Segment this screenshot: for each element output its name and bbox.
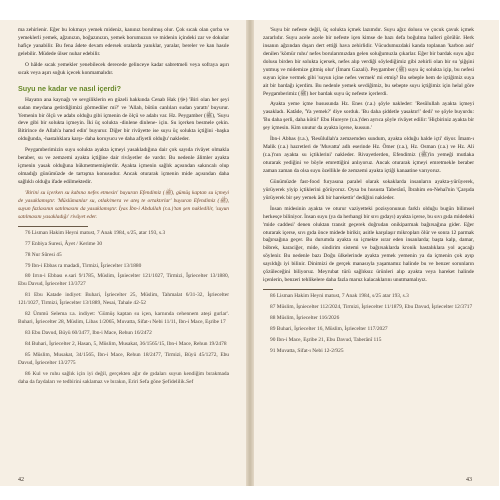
paragraph: Hayatın ana kaynağı ve sevgiliklerin en güzeli hakkında Cenab Hak (ﷻ) 'Biri olan her şeyi sudan meydana getirdiğimizi görmediler mi?' ve 'Allah, bütün canlıları sudan yarattı' buyurur. Yemenin bir ölçü ve adabı olduğu gibi içmenin de ölçü ve adabı var. Hz. Peygamber (ﷺ), 'Suyu deve gibi bir solukta içmeyin. İki üç solukta -dinlene dinlene- için. Su içerken besmele çekin. Bitirince de Allah'a hamd edin' buyurur. Diğer bir rivâyette ise suyu üç solukta içtiğini -başka olduğunda, -hastalıklara karşı- daha koruyucu ve daha afiyetli olduğu' nakleder. (18, 96, 230, 143)
footnote: 85 Müslim, Musakat, 34/1565, Ibn-i Mace, Rehun 18/2477, Tirmizi, Büyü 45/1272, Ebu Davud, İşriecelter 13/2775 (18, 351, 229, 366)
footnote: 89 Buhari, İşriecelter 16, Müslim, İşriecelter 117/2027 (270, 325, 388, 332)
footnote: 91 Muvatta, Sifat-ı Nebi 12-2/925 (270, 347, 344, 354)
paragraph: O hâlde sıcak yemekler yenebilecek derecede gelinceye kadar sabretmeli veya sofraya aşırı sıcak veya aşırı soğuk içecek konmamalıdır. (18, 61, 229, 76)
footnote: 78 Nur Sûresi 45 (25, 251, 62, 258)
footnote: 80 Irrın-i Ebbası e.sari 9/1785, Müslim, İşniecelter 121/1027, Tirmizi, Îşriecelter 13/1880, Ebu Davud, İşriecelter 13/3727 (18, 273, 229, 288)
left-page-text (18, 27, 229, 390)
page-number-right: 43 (466, 477, 472, 483)
footnote: 76 Lisman Hakim Heyni matust, 7 Anak 1984, s/25, atar 193, s.3 (25, 229, 166, 236)
footnote: 87 Müslim, İşniecelter 112/2024, Tirmizi, İşriecelter 11/1879, Ebu Davud, İşriecelter 12/3717 (270, 304, 473, 310)
footnote: 81 Ebu Katade indiyet: Buhari, İşriecelter 25, Müslim, Tahmalat 6/31-32, İşriecelter 121/1027, Tirmizi, Îşriecelter 13/1889, Nesai, Tahale 42-52 (18, 292, 229, 307)
footnote-divider (263, 289, 333, 290)
book-gutter (246, 20, 254, 486)
footnote: 86 Kul ve ruhu sağlık için iyi değil, gerçekten ağır de gıdaları suyun kendiğim bırakmada daha da faydaları ve tedbirini saklamaz ve bırakın, Eriri Sefa göne Şefidelilik.Sef (18, 370, 229, 385)
footnote-divider (18, 226, 88, 227)
paragraph: Günümüzde fast-food furyasına paralel olarak sokaklarda insanların ayakta-yürüyerek, yürüyerek yiyip içtiklerini görüyoruz. Oysa bu hususta Taberânî, İbrahim en-Nehaî'nin 'Çarşıda yürüyerek bir şey yemek âdi bir harekettir' dediğini nakleder. (263, 178, 474, 201)
footnote: 83 Ebu Davud, Büyü 60/3477, Ibn-i Mace, Rehun 16/2472 (25, 330, 152, 337)
paragraph: Peygamberimizin suyu solukta ayakta içmeyi yasakladığına dair çok sayıda rivâyet olmakla beraber, su ve zemzemi ayakta içtiğine dair rivâyetler de vardır. Bu nedenle âlimler ayakta içmenin yasak olduğuna hükmetmemişlerdir. Ayakta içmenin sağlık açısından sakıncalı olup olmadığı günümüzde de tartışma konusudur. Ancak oturarak içmenin mide açısından daha sağlıklı olduğu ifade edilmektedir. (18, 147, 229, 185)
footnote: 79 Ibn-i Ebbas ra madadi, Tirmizi, Îşriecelter 13/1880 (25, 262, 142, 269)
paragraph: ma zehirlenir. Eğer bu lokmayı yemek mideniz, kanınız borulmuş olur. Çok sıcak olan çorba ve yemeklerli yemek, ağzınızın, boğazınızın, yemek borumuzun ve midenin içindeki zar ve dokular hafiçe yanabilir. Bu fena âdete devam edersek oralarda yanıklar, yaralar, bereler ve kan hasıle gelebilir. Müdede ülser nuhar edebilir. (18, 27, 229, 57)
footnote: 82 Ümmü Selema r.a. indiyet: 'Gümüş kaptan su içen, karnında cehennem ateşi gurlar'. Buhari, İşriecelter 28, Müslim, Libas 1/2065, Muvatta, Sifat-ı Nebi 11/11, Ibn-i Mace, Eşribe 17 (18, 311, 229, 326)
page-number-left: 42 (18, 477, 24, 483)
footnote: 77 Enbiya Suresi, Âyet / Kerime 30 (25, 240, 103, 247)
right-page-text (263, 27, 474, 359)
footnote: 84 Buhari, İşriecelter 2, Hasan, 5, Müslim, Musakat, 36/1565/15, Ibn-i Mace, Rehun 19/2478 (25, 341, 227, 347)
footnote: 88 Müslim, İşriecelter 116/2026 (270, 314, 340, 321)
paragraph: İnsan midesinin ayakta ve oturur vaziyetteki pozisyonunun farklı olduğu bugün bilimsel herkesçe biliniyor. İnsan suyu (ya da herhangi bir sıvı gıdayı) ayakta içerse, bu sıvı gıda midedeki 'mide caddesi' denen oluktan transit geçerek doğrudan onikiparmak bağırsağına gider. Eğer oturarak içerse, sıvı gıda önce midede birikir, asitle karşılaşır mikropları ölür ve sonra 12 parmak bağırsağına geçer. Bu durumda ayakta su içmekte ısrar eden insanlarda; başta kalp, damar, böbrek, karaciğer, mide, sindirim sistemi ve bağırsaklarda kronik hastalıklara yol açacağı söylenir. Bu nedenle bazı Doğu ülkelerinde ayakta yemek yemenin ya da içmenin çok ayıp sayıldığı iyi bilinir. Dinimizi de gerçek manasıyla yaşamamız halinde bu ve benzer sorunların çözüleceğini biliyoruz. Meyrubat türü sağlıksız ürünleri alıp ayakta veya hareket halinde içenlerin, benzeri tehlikelere daha fazla maruz kalacaklarını unutmamalıyız. (263, 205, 474, 284)
paragraph: Ayakta yeme içme hususunda Hz. Enes (r.a.) şöyle nakleder: 'Resûlullah ayakta içmeyi yasakladı. Katâde, 'Ya yemek?' diye sorduk. 'Bu daha şiddetle yasaktır!' dedi' ve şöyle buyurdu: 'Bu daha şerli, daha kötü!' Ebu Hureyre (r.a.)'den ayrıca şöyle rivâyet edilir: 'Hiçbiriniz ayakta bir şey içmesin. Kim unutur da ayakta içerse, kussun.' (263, 101, 474, 132)
paragraph: İbn-i Abbas (r.a.), 'Resûlullah'a zemzemden sundum, ayakta olduğu halde içti' diyor. İmam-ı Malik (r.a.) hazretleri de 'Muvatta' adlı eserinde Hz. Ömer (r.a.), Hz. Osman (r.a.) ve Hz. Ali (r.a.)'nın ayakta su içtiklerini' nakleder. Rivayetlerden, Efendimiz (ﷺ)'in yemeği mutlaka oturarak yediğini ve böyle emrettiğini anlıyoruz. Ancak oturarak içmeyi emretmekle beraber zaman zaman da olsa suyu özellikle de zemzemi ayakta içtiği kanaatine varıyoruz. (263, 136, 474, 174)
paragraph: 'Suyu bir nefeste değil, üç solukta içmek lazımdır. Suyu ağız dolusu ve çocuk çavuk içmek zararlıdır. Suyu acele acele bir nefeste içen kimse de bazı defa boğulma halleri görülür. Herk insanın ağzından dışarı dert ettiği hava zehirlidir. Vücudumuzdaki kanda toplanan 'karbon asit' denilen 'kömür ruhu' nefes borularımızdan gelen soluğumuzla çıkarlar. Eğer bir bardak suyu ağız dolusu birden bir solukta içersek, nefes alıp verdiği söylediğimiz gibi zehirli olan bir su 'şiğşini yutmuş ve midemize gitmiş olur' (İmam Gazali). Peygamber (ﷺ) suyu üç solukta içip, bu nefesi suyun içine vermek gibi 'suyun içine nefes vermek' mi etmiş? Bu sebeple hem de içtiğimiz suya ait bir bardağı içerdim. Bu nedenle yemek sevdiğimiz, bu sebepte suyu içtiğimiz için helal göre Peygamberimiz (ﷺ) her bardak suyu üç nefeste içerlerdi. (263, 27, 474, 97)
footnote: 86 Lisman Hakim Heyni matust, 7 Anak 1984, s/25 atar 193, s.3 (270, 293, 409, 300)
footnote: 90 Ibn-i Mace, Eşribe 21, Ebu Davud, Taberânî 115 (270, 336, 382, 343)
section-heading: Suyu ne kadar ve nasıl içerdi? (18, 83, 122, 93)
quote-paragraph: 'Birini su içerken su kabına nefes etmesin' buyuran Efendimiz (ﷺ), gümüş kaptan su içmeyi de yasaklamıştır. 'Müslümanlar su, otlak/mera ve ateş te ortaktırlar' buyuran Efendimiz (ﷺ), suyun fazlasının satılmasını da yasaklamıştır. İyas İbn-i Abdullah (r.a.)'tan şen nakledilir, 'suyun satılmasını yasakladığı' rivâyet eder. (18, 189, 229, 220)
